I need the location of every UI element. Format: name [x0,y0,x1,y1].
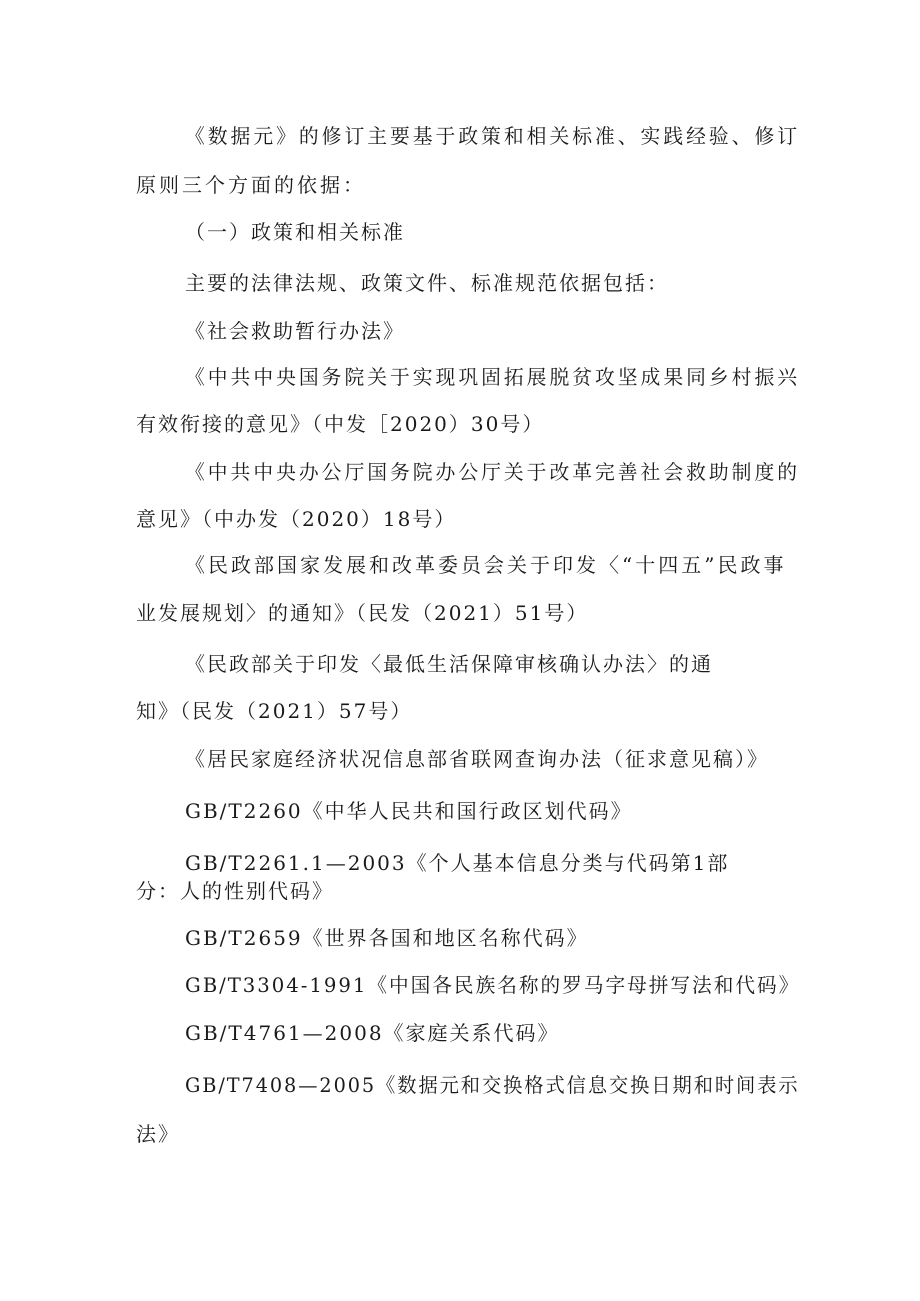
ref-poverty-line-1: 《中共中央国务院关于实现巩固拓展脱贫攻坚成果同乡村振兴 [185,365,800,389]
ref-inquiry: 《居民家庭经济状况信息部省联网查询办法（征求意见稿）》 [185,747,769,771]
ref-social-assistance: 《社会救助暂行办法》 [185,319,405,343]
intro-line-2: 原则三个方面的依据： [136,173,366,197]
ref-plan-line-2: 业发展规划〉的通知》（民发（2021）51号） [136,601,589,625]
ref-reform-line-2: 意见》（中办发（2020）18号） [136,507,457,531]
std-gb-t3304: GB/T3304-1991《中国各民族名称的罗马字母拼写法和代码》 [185,973,801,997]
ref-reform-line-1: 《中共中央办公厅国务院办公厅关于改革完善社会救助制度的 [185,460,800,484]
intro-line-1: 《数据元》的修订主要基于政策和相关标准、实践经验、修订 [185,124,800,148]
std-gb-t2261-line-1: GB/T2261.1—2003《个人基本信息分类与代码第1部 [185,851,730,875]
basis-intro: 主要的法律法规、政策文件、标准规范依据包括： [185,271,669,295]
std-gb-t7408-line-1: GB/T7408—2005《数据元和交换格式信息交换日期和时间表示 [185,1073,800,1097]
std-gb-t4761: GB/T4761—2008《家庭关系代码》 [185,1021,560,1045]
ref-minimum-line-2: 知》（民发（2021）57号） [136,699,413,723]
section-heading: （一）政策和相关标准 [185,220,405,244]
std-gb-t2659: GB/T2659《世界各国和地区名称代码》 [185,926,589,950]
std-gb-t2260: GB/T2260《中华人民共和国行政区划代码》 [185,799,633,823]
std-gb-t7408-line-2: 法》 [136,1122,180,1146]
ref-poverty-line-2: 有效衔接的意见》（中发［2020）30号） [136,412,545,436]
ref-plan-line-1: 《民政部国家发展和改革委员会关于印发〈“十四五”民政事 [185,553,787,577]
ref-minimum-line-1: 《民政部关于印发〈最低生活保障审核确认办法〉的通 [185,652,713,676]
std-gb-t2261-line-2: 分：人的性别代码》 [136,879,334,903]
